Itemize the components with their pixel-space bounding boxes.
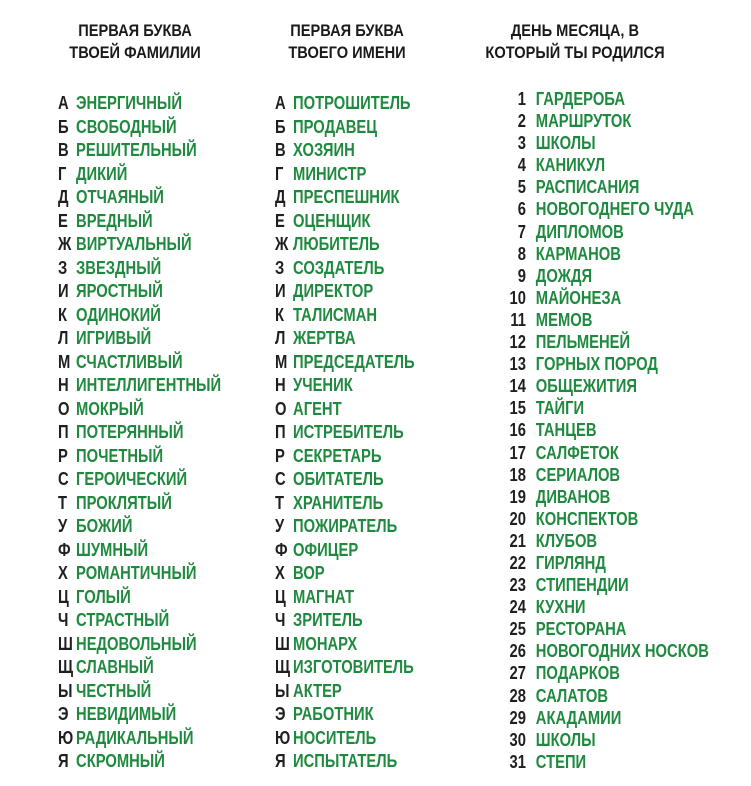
item-key: Э: [58, 704, 69, 724]
list-item: [275, 468, 415, 492]
item-value: ИГРИВЫЙ: [76, 328, 152, 348]
item-key: 4: [517, 155, 526, 176]
item-key: 16: [509, 420, 526, 441]
list-item: [58, 680, 221, 704]
item-key: У: [275, 516, 285, 536]
item-key: Ж: [58, 234, 72, 254]
item-key: Щ: [275, 657, 291, 677]
item-key: 21: [509, 530, 526, 551]
item-value: СТРАСТНЫЙ: [76, 610, 170, 630]
item-value: ОТЧАЯНЫЙ: [76, 187, 164, 207]
list-item: [275, 703, 415, 727]
item-key: 24: [509, 597, 526, 618]
list-item: [503, 552, 709, 574]
item-value: АКАДАМИИ: [535, 707, 622, 728]
item-value: ОДИНОКИЙ: [76, 304, 161, 325]
item-key: Ж: [275, 234, 289, 254]
item-value: ДИКИЙ: [76, 163, 128, 184]
item-key: 23: [509, 575, 526, 596]
item-key: Ц: [58, 586, 69, 607]
list-item: [58, 421, 221, 445]
item-key: Б: [58, 116, 69, 137]
item-value: СЕКРЕТАРЬ: [293, 445, 382, 466]
item-value: РОМАНТИЧНЫЙ: [76, 563, 197, 583]
item-value: ОЦЕНЩИК: [293, 210, 371, 231]
list-item: [275, 586, 415, 610]
list-item: [503, 618, 709, 640]
item-key: Е: [275, 210, 285, 231]
item-value: ПРОДАВЕЦ: [293, 116, 378, 137]
list-item: [503, 353, 709, 375]
list-item: [58, 186, 221, 210]
item-value: ШКОЛЫ: [535, 729, 596, 750]
item-key: В: [58, 140, 69, 160]
item-key: П: [275, 422, 286, 442]
list-item: [503, 265, 709, 287]
item-value: ТАНЦЕВ: [535, 420, 597, 441]
item-key: Б: [275, 116, 286, 137]
list-item: [275, 398, 415, 422]
item-key: Щ: [58, 657, 74, 677]
item-value: ОФИЦЕР: [293, 539, 359, 560]
item-value: СКРОМНЫЙ: [76, 751, 165, 771]
list-item: [58, 163, 221, 187]
item-value: ИСТРЕБИТЕЛЬ: [293, 422, 404, 442]
list-item: [275, 139, 415, 163]
item-key: 6: [517, 199, 526, 220]
item-value: САЛФЕТОК: [535, 442, 619, 463]
item-value: СЧАСТЛИВЫЙ: [76, 351, 183, 372]
item-key: 15: [509, 398, 526, 419]
list-item: [503, 574, 709, 596]
item-key: 9: [517, 265, 526, 286]
list-item: [503, 221, 709, 243]
item-value: МАГНАТ: [293, 586, 354, 607]
list-item: [275, 186, 415, 210]
list-item: [275, 257, 415, 281]
list-item: [58, 656, 221, 680]
list-item: [275, 304, 415, 328]
item-key: Х: [275, 563, 285, 583]
item-value: ШУМНЫЙ: [76, 539, 149, 560]
list-item: [275, 656, 415, 680]
item-value: РЕСТОРАНА: [535, 619, 627, 640]
item-key: Д: [275, 187, 286, 207]
item-value: КУХНИ: [535, 597, 586, 618]
item-value: ТАЙГИ: [535, 398, 585, 419]
item-key: Ы: [58, 680, 73, 701]
surname-header-line1: ПЕРВАЯ БУКВА: [78, 21, 192, 40]
item-value: КАНИКУЛ: [535, 155, 606, 176]
list-item: [503, 88, 709, 110]
list-item: [58, 492, 221, 516]
list-item: [503, 442, 709, 464]
list-item: [58, 398, 221, 422]
list-item: [58, 539, 221, 563]
item-value: СТЕПИ: [535, 751, 587, 772]
item-key: 8: [517, 243, 526, 264]
list-item: [275, 421, 415, 445]
item-key: Р: [58, 445, 68, 466]
list-item: [503, 751, 709, 773]
surname-header-line2: ТВОЕЙ ФАМИЛИИ: [69, 43, 201, 62]
item-key: Я: [58, 751, 69, 771]
item-key: Ы: [275, 680, 290, 701]
list-item: [503, 640, 709, 662]
item-value: ИЗГОТОВИТЕЛЬ: [293, 657, 414, 677]
list-item: [58, 280, 221, 304]
list-item: [503, 707, 709, 729]
list-item: [503, 662, 709, 684]
item-key: Ч: [58, 610, 69, 630]
item-key: 12: [509, 332, 526, 353]
item-key: Ш: [58, 633, 73, 654]
list-item: [58, 304, 221, 328]
item-key: О: [58, 398, 70, 419]
list-item: [503, 309, 709, 331]
item-value: ДИРЕКТОР: [293, 281, 374, 301]
name-header-line2: ТВОЕГО ИМЕНИ: [288, 43, 406, 62]
list-item: [503, 154, 709, 176]
list-item: [58, 468, 221, 492]
item-key: Е: [58, 210, 68, 231]
item-key: Т: [275, 492, 285, 513]
item-key: 5: [517, 177, 526, 198]
list-item: [275, 351, 415, 375]
item-key: Ф: [58, 539, 71, 560]
list-item: [275, 374, 415, 398]
list-item: [503, 375, 709, 397]
item-key: С: [58, 469, 69, 489]
item-value: НЕДОВОЛЬНЫЙ: [76, 633, 197, 654]
name-list: [275, 92, 445, 774]
item-key: А: [275, 93, 286, 113]
list-item: [503, 287, 709, 309]
list-item: [275, 609, 415, 633]
list-item: [503, 132, 709, 154]
item-key: С: [275, 469, 286, 489]
item-value: СЛАВНЫЙ: [76, 657, 154, 677]
item-key: И: [58, 281, 69, 301]
list-item: [503, 198, 709, 220]
item-value: ШКОЛЫ: [535, 133, 596, 154]
item-key: Т: [58, 492, 68, 513]
item-value: ТАЛИСМАН: [293, 304, 378, 325]
item-key: 27: [509, 663, 526, 684]
item-key: 1: [517, 89, 526, 109]
list-item: [275, 633, 415, 657]
item-key: З: [275, 257, 285, 278]
list-item: [58, 92, 221, 116]
item-value: ХОЗЯИН: [293, 140, 355, 160]
item-value: ЗВЕЗДНЫЙ: [76, 257, 162, 278]
item-key: М: [58, 351, 71, 372]
list-item: [275, 280, 415, 304]
list-item: [58, 562, 221, 586]
item-value: ПРОКЛЯТЫЙ: [76, 492, 172, 513]
list-item: [58, 210, 221, 234]
item-key: О: [275, 398, 287, 419]
list-item: [58, 609, 221, 633]
day-header-line2: КОТОРЫЙ ТЫ РОДИЛСЯ: [485, 43, 665, 62]
list-item: [58, 445, 221, 469]
list-item: [275, 327, 415, 351]
list-item: [503, 397, 709, 419]
item-key: Н: [58, 375, 69, 395]
list-item: [275, 233, 415, 257]
item-value: РАСПИСАНИЯ: [535, 177, 640, 198]
item-value: ДИПЛОМОВ: [535, 221, 624, 242]
surname-header: [58, 20, 213, 64]
list-item: [58, 327, 221, 351]
list-item: [58, 139, 221, 163]
item-value: МОНАРХ: [293, 633, 358, 654]
list-item: [503, 176, 709, 198]
item-key: 10: [509, 287, 526, 308]
item-value: ГОЛЫЙ: [76, 586, 131, 607]
item-value: РЕШИТЕЛЬНЫЙ: [76, 140, 197, 160]
day-list: [503, 88, 751, 773]
item-value: ХРАНИТЕЛЬ: [293, 492, 384, 513]
list-item: [503, 685, 709, 707]
item-value: ПОТЕРЯННЫЙ: [76, 422, 184, 442]
list-item: [503, 419, 709, 441]
item-key: У: [58, 516, 68, 536]
day-header-line1: ДЕНЬ МЕСЯЦА, В: [510, 21, 640, 40]
item-value: НОВОГОДНИХ НОСКОВ: [535, 641, 709, 662]
item-value: ГАРДЕРОБА: [535, 89, 626, 109]
list-item: [503, 596, 709, 618]
item-value: СОЗДАТЕЛЬ: [293, 257, 385, 278]
item-key: 29: [509, 707, 526, 728]
item-key: Р: [275, 445, 285, 466]
item-value: РАБОТНИК: [293, 704, 374, 724]
item-value: БОЖИЙ: [76, 516, 133, 536]
item-value: НОСИТЕЛЬ: [293, 727, 377, 748]
item-key: 11: [510, 309, 526, 330]
list-item: [275, 727, 415, 751]
item-key: Н: [275, 375, 286, 395]
item-value: АКТЕР: [293, 680, 342, 701]
list-item: [58, 703, 221, 727]
item-value: УЧЕНИК: [293, 375, 353, 395]
item-value: ЯРОСТНЫЙ: [76, 281, 163, 301]
item-key: Я: [275, 751, 286, 771]
item-value: САЛАТОВ: [535, 685, 609, 706]
item-key: 28: [509, 685, 526, 706]
list-item: [58, 633, 221, 657]
item-key: 14: [509, 376, 526, 397]
item-value: ГЕРОИЧЕСКИЙ: [76, 469, 188, 489]
item-key: 7: [517, 221, 526, 242]
item-value: МОКРЫЙ: [76, 398, 144, 419]
day-header: [476, 20, 674, 64]
item-value: ЗРИТЕЛЬ: [293, 610, 363, 630]
item-key: Ш: [275, 633, 290, 654]
item-value: КАРМАНОВ: [535, 243, 621, 264]
item-key: 20: [509, 508, 526, 529]
item-key: 2: [517, 111, 526, 132]
item-key: Э: [275, 704, 286, 724]
item-value: МИНИСТР: [293, 163, 367, 184]
item-value: ИСПЫТАТЕЛЬ: [293, 751, 398, 771]
item-key: 13: [509, 354, 526, 375]
item-value: ПОЧЕТНЫЙ: [76, 445, 164, 466]
item-key: Г: [275, 163, 284, 184]
item-key: 31: [509, 751, 526, 772]
item-value: СЕРИАЛОВ: [535, 464, 621, 485]
item-value: ЖЕРТВА: [293, 328, 356, 348]
item-key: 22: [509, 552, 526, 573]
item-value: ПОЖИРАТЕЛЬ: [293, 516, 398, 536]
name-header: [270, 20, 425, 64]
surname-list: [58, 92, 257, 774]
item-key: К: [58, 304, 68, 325]
list-item: [503, 243, 709, 265]
item-value: МАРШРУТОК: [535, 111, 632, 132]
item-key: Л: [275, 328, 286, 348]
item-key: И: [275, 281, 286, 301]
name-header-line1: ПЕРВАЯ БУКВА: [290, 21, 404, 40]
item-key: 25: [509, 619, 526, 640]
item-key: А: [58, 93, 69, 113]
list-item: [58, 750, 221, 774]
list-item: [275, 515, 415, 539]
list-item: [503, 729, 709, 751]
item-key: Х: [58, 563, 68, 583]
list-item: [275, 92, 415, 116]
item-value: ВРЕДНЫЙ: [76, 210, 153, 231]
list-item: [275, 163, 415, 187]
item-value: НОВОГОДНЕГО ЧУДА: [535, 199, 694, 220]
item-key: 26: [509, 641, 526, 662]
list-item: [58, 233, 221, 257]
item-value: НЕВИДИМЫЙ: [76, 704, 177, 724]
list-item: [275, 750, 415, 774]
item-value: МАЙОНЕЗА: [535, 287, 622, 308]
item-value: ДОЖДЯ: [535, 265, 593, 286]
item-key: З: [58, 257, 68, 278]
item-value: ОБЩЕЖИТИЯ: [535, 376, 637, 397]
item-key: П: [58, 422, 69, 442]
item-key: Ф: [275, 539, 288, 560]
item-value: ПРЕСПЕШНИК: [293, 187, 400, 207]
list-item: [58, 586, 221, 610]
item-value: ВИРТУАЛЬНЫЙ: [76, 234, 192, 254]
item-value: ГОРНЫХ ПОРОД: [535, 354, 658, 375]
item-value: ПОТРОШИТЕЛЬ: [293, 93, 411, 113]
item-key: Ю: [275, 727, 291, 748]
item-key: М: [275, 351, 288, 372]
item-key: 3: [517, 133, 526, 154]
list-item: [275, 680, 415, 704]
item-key: 30: [509, 729, 526, 750]
item-value: ЭНЕРГИЧНЫЙ: [76, 93, 182, 113]
list-item: [275, 492, 415, 516]
item-key: 17: [509, 442, 526, 463]
list-item: [58, 351, 221, 375]
item-value: СВОБОДНЫЙ: [76, 116, 177, 137]
list-item: [503, 486, 709, 508]
item-value: ПОДАРКОВ: [535, 663, 620, 684]
item-value: ПРЕДСЕДАТЕЛЬ: [293, 351, 415, 372]
list-item: [275, 539, 415, 563]
item-key: 18: [509, 464, 526, 485]
list-item: [58, 727, 221, 751]
item-value: АГЕНТ: [293, 398, 342, 419]
item-key: Ч: [275, 610, 286, 630]
list-item: [275, 116, 415, 140]
item-key: Ю: [58, 727, 74, 748]
list-item: [503, 110, 709, 132]
item-value: РАДИКАЛЬНЫЙ: [76, 727, 194, 748]
list-item: [503, 464, 709, 486]
item-key: Ц: [275, 586, 286, 607]
item-key: Д: [58, 187, 69, 207]
list-item: [275, 445, 415, 469]
list-item: [58, 515, 221, 539]
list-item: [503, 508, 709, 530]
list-item: [58, 257, 221, 281]
list-item: [275, 210, 415, 234]
item-value: КЛУБОВ: [535, 530, 598, 551]
item-value: ОБИТАТЕЛЬ: [293, 469, 384, 489]
list-item: [503, 331, 709, 353]
item-value: ЛЮБИТЕЛЬ: [293, 234, 380, 254]
list-item: [58, 374, 221, 398]
item-value: КОНСПЕКТОВ: [535, 508, 639, 529]
item-key: Л: [58, 328, 69, 348]
item-value: ГИРЛЯНД: [535, 552, 606, 573]
item-value: ПЕЛЬМЕНЕЙ: [535, 332, 631, 353]
item-value: ДИВАНОВ: [535, 486, 611, 507]
item-key: Г: [58, 163, 67, 184]
item-value: ВОР: [293, 563, 325, 583]
list-item: [503, 530, 709, 552]
list-item: [275, 562, 415, 586]
item-value: ЧЕСТНЫЙ: [76, 680, 152, 701]
item-key: 19: [509, 486, 526, 507]
item-value: СТИПЕНДИИ: [535, 575, 629, 596]
item-value: ИНТЕЛЛИГЕНТНЫЙ: [76, 375, 222, 395]
item-key: К: [275, 304, 285, 325]
item-key: В: [275, 140, 286, 160]
item-value: МЕМОВ: [535, 309, 593, 330]
list-item: [58, 116, 221, 140]
